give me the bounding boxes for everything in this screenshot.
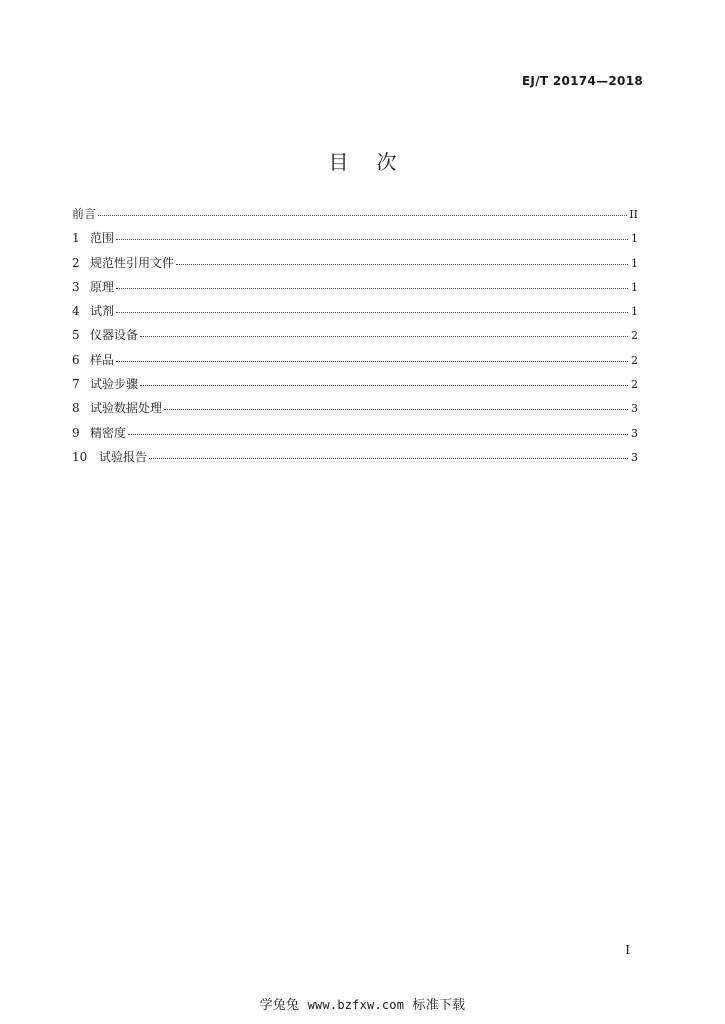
toc-title: 前言 [72,207,97,221]
toc-page: 2 [631,353,638,367]
toc-entry[interactable] [72,425,638,449]
toc-leader [140,385,628,386]
footer-url[interactable]: www.bzfxw.com [307,998,405,1012]
toc-page: 1 [631,232,638,246]
toc-leader [98,215,627,216]
footer-site-name: 学兔兔 [259,998,300,1013]
toc-title: 规范性引用文件 [90,255,175,270]
toc-number: 9 [72,425,80,440]
toc-title: 仪器设备 [90,328,139,343]
toc-title: 试验报告 [99,449,148,464]
toc-number: 3 [72,279,80,294]
toc-entry[interactable] [72,327,638,351]
toc-title: 试验步骤 [90,377,139,392]
toc-leader [116,288,628,289]
table-of-contents [72,206,638,473]
toc-entry[interactable] [72,303,638,327]
toc-leader [116,312,628,313]
toc-page: 3 [631,402,638,416]
title-char-2: 次 [376,150,397,174]
toc-number: 8 [72,401,80,416]
toc-number: 6 [72,352,80,367]
toc-number: 10 [72,449,88,464]
toc-leader [140,336,628,337]
toc-page: 1 [631,305,638,319]
toc-page: 1 [631,280,638,294]
toc-page: 2 [631,329,638,343]
toc-title: 精密度 [90,425,127,440]
toc-number: 2 [72,255,80,270]
toc-entry[interactable] [72,400,638,424]
toc-leader [164,409,628,410]
toc-number: 7 [72,377,80,392]
page-title [0,146,725,175]
toc-entry[interactable] [72,449,638,473]
toc-leader [116,239,628,240]
toc-leader [116,361,628,362]
toc-page: 2 [631,378,638,392]
toc-page: 3 [631,426,638,440]
toc-number: 4 [72,304,80,319]
toc-entry-foreword[interactable] [72,206,638,230]
toc-title: 范围 [90,231,115,246]
footer-tagline: 标准下载 [412,998,466,1013]
toc-entry[interactable] [72,352,638,376]
toc-entry[interactable] [72,376,638,400]
standard-code: EJ/T 20174—2018 [521,74,643,88]
footer-watermark [0,994,725,1013]
toc-leader [149,458,628,459]
toc-entry[interactable] [72,255,638,279]
toc-title: 试验数据处理 [90,401,163,416]
toc-title: 试剂 [90,304,115,319]
toc-number: 5 [72,328,80,343]
toc-entry[interactable] [72,230,638,254]
toc-leader [176,264,628,265]
toc-page: 1 [631,256,638,270]
toc-entry[interactable] [72,279,638,303]
title-char-1: 目 [328,150,349,174]
toc-title: 样品 [90,352,115,367]
toc-title: 原理 [90,279,115,294]
toc-leader [128,434,628,435]
toc-page: 3 [631,450,638,464]
toc-page: II [629,208,638,221]
page-number: I [625,943,630,957]
toc-number: 1 [72,231,80,246]
